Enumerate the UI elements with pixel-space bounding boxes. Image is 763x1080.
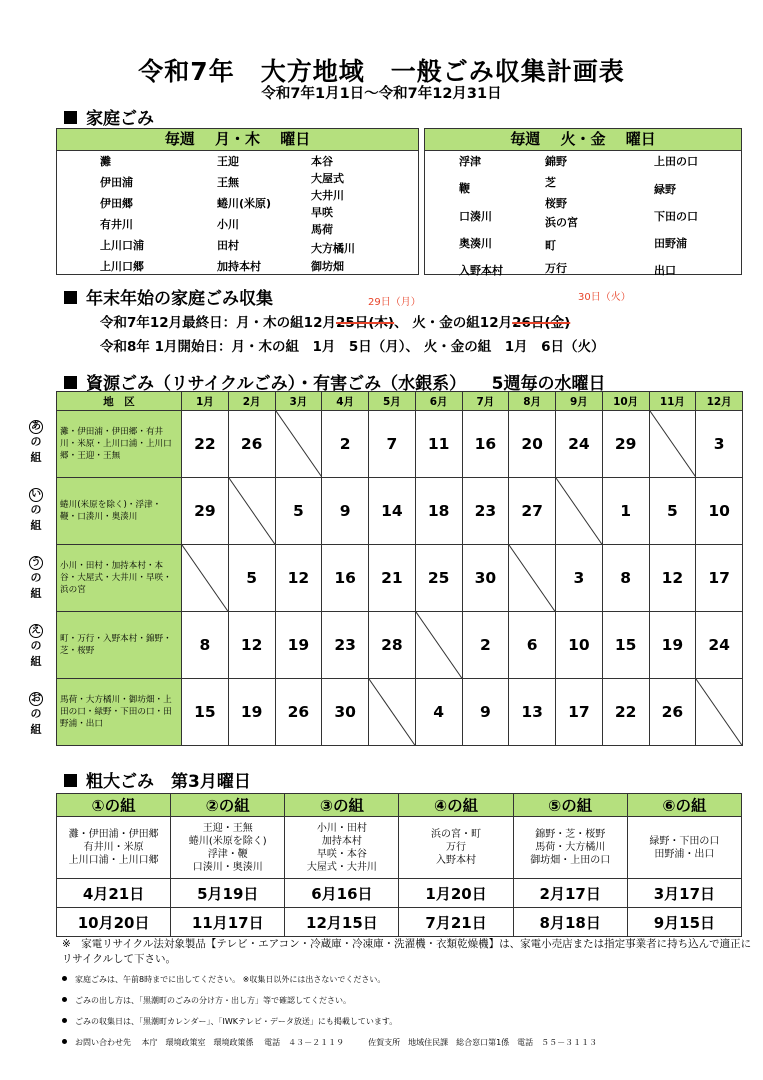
circled-letter-icon: お <box>31 693 41 704</box>
bulky-date: 1月20日 <box>399 879 513 908</box>
footer-text: ごみの出し方は、「黒潮町のごみの分け方・出し方」等で確認してください。 <box>75 996 351 1005</box>
area-line: 加持本村 <box>321 835 362 847</box>
collection-day: 3 <box>556 545 603 612</box>
bulky-date: 11月17日 <box>171 908 285 937</box>
area-name: 御坊畑 <box>311 260 344 273</box>
bulky-group-areas <box>285 817 399 879</box>
area-line: 上川口浦・上川口郷 <box>68 855 159 866</box>
bulky-group-areas <box>627 817 741 879</box>
collection-day: 6 <box>509 612 556 679</box>
bullet-icon <box>62 1018 67 1023</box>
area-name: 緑野 <box>654 183 676 196</box>
bulky-group-name: ②の組 <box>171 794 285 817</box>
resource-heading: 資源ごみ（リサイクルごみ）・有害ごみ（水銀系） 5週毎の水曜日 <box>64 369 605 394</box>
no-collection-cell <box>182 545 229 612</box>
area-name: 浜の宮 <box>545 216 578 229</box>
household-heading: 家庭ごみ <box>64 104 154 129</box>
collection-day: 15 <box>182 679 229 746</box>
area-name: 伊田浦 <box>100 176 133 189</box>
collection-day: 9 <box>322 478 369 545</box>
bulky-group-areas <box>57 817 171 879</box>
bulky-date: 7月21日 <box>399 908 513 937</box>
area-name: 芝 <box>545 176 556 189</box>
collection-day: 8 <box>602 545 649 612</box>
bullet-icon <box>62 976 67 981</box>
area-name: 下田の口 <box>654 210 698 223</box>
collection-day: 27 <box>509 478 556 545</box>
area-name: 王無 <box>217 176 239 189</box>
bulky-date: 12月15日 <box>285 908 399 937</box>
collection-day: 16 <box>322 545 369 612</box>
col-area: 地 区 <box>57 392 182 411</box>
bulky-date: 8月18日 <box>513 908 627 937</box>
bulky-date: 6月16日 <box>285 879 399 908</box>
no-collection-cell <box>275 411 322 478</box>
table-row <box>57 478 743 545</box>
area-name: 桜野 <box>545 197 567 210</box>
yearend-line-2: 令和8年 1月開始日：月・木の組 1月 5日（月）、 火・金の組 1月 6日（火） <box>100 339 605 355</box>
no-collection-cell <box>696 679 743 746</box>
circled-letter-icon: う <box>31 557 41 568</box>
bulky-group-name: ⑥の組 <box>627 794 741 817</box>
area-name: 万行 <box>545 262 567 275</box>
diagonal-slash-icon <box>556 478 602 544</box>
area-name: 入野本村 <box>459 264 503 277</box>
bulky-group-name: ③の組 <box>285 794 399 817</box>
area-name: 王迎 <box>217 155 239 168</box>
area-line: 田野浦・出口 <box>654 848 715 860</box>
collection-day: 5 <box>649 478 696 545</box>
area-name: 大方橘川 <box>311 242 355 255</box>
area-name: 伊田郷 <box>100 197 133 210</box>
area-name: 上川口郷 <box>100 260 144 273</box>
footer-line <box>62 974 385 985</box>
collection-day: 28 <box>369 612 416 679</box>
bulky-group-areas <box>513 817 627 879</box>
no-collection-cell <box>228 478 275 545</box>
area-name: 錦野 <box>545 155 567 168</box>
collection-day: 26 <box>275 679 322 746</box>
tuefri-header: 毎週 火・金 曜日 <box>425 129 741 151</box>
collection-day: 1 <box>602 478 649 545</box>
collection-day: 29 <box>182 478 229 545</box>
collection-day: 30 <box>322 679 369 746</box>
collection-day: 24 <box>696 612 743 679</box>
group-area: 町・万行・入野本村・錦野・芝・桜野 <box>57 612 182 679</box>
page-title: 令和7年 大方地域 一般ごみ収集計画表 <box>138 57 625 86</box>
area-line: 小川・田村 <box>316 822 367 834</box>
area-name: 口湊川 <box>459 210 492 223</box>
no-collection-cell <box>369 679 416 746</box>
collection-day: 13 <box>509 679 556 746</box>
month-header: 9月 <box>556 392 603 411</box>
area-name: 早咲 <box>311 206 333 219</box>
square-bullet-icon <box>64 291 77 304</box>
collection-day: 22 <box>602 679 649 746</box>
monthu-box <box>56 128 419 275</box>
month-header: 7月 <box>462 392 509 411</box>
area-line: 御坊畑・上田の口 <box>530 855 611 866</box>
area-line: 大屋式・大井川 <box>306 861 377 873</box>
area-name: 本谷 <box>311 155 333 168</box>
area-name: 加持本村 <box>217 260 261 273</box>
yearend-change-note-2: 30日（火） <box>578 292 631 303</box>
collection-day: 5 <box>275 478 322 545</box>
collection-day: 10 <box>696 478 743 545</box>
collection-day: 17 <box>696 545 743 612</box>
month-header: 5月 <box>369 392 416 411</box>
diagonal-slash-icon <box>229 478 275 544</box>
collection-day: 25 <box>415 545 462 612</box>
collection-day: 19 <box>275 612 322 679</box>
collection-day: 24 <box>556 411 603 478</box>
table-row <box>57 545 743 612</box>
area-name: 馬荷 <box>311 223 333 236</box>
group-label: う の 組 <box>30 557 42 600</box>
page-subtitle: 令和7年1月1日～令和7年12月31日 <box>261 86 502 102</box>
group-area: 馬荷・大方橘川・御坊畑・上田の口・緑野・下田の口・田野浦・出口 <box>57 679 182 746</box>
bulky-date: 10月20日 <box>57 908 171 937</box>
diagonal-slash-icon <box>276 411 322 477</box>
area-name: 浮津 <box>459 155 481 168</box>
area-name: 田野浦 <box>654 237 687 250</box>
collection-day: 12 <box>228 612 275 679</box>
area-name: 大屋式 <box>311 172 344 185</box>
area-name: 出口 <box>654 264 676 277</box>
group-label: あ の 組 <box>30 421 42 464</box>
area-name: 大井川 <box>311 189 344 202</box>
area-line: 錦野・芝・桜野 <box>535 829 606 840</box>
collection-day: 5 <box>228 545 275 612</box>
collection-day: 3 <box>696 411 743 478</box>
bulky-date: 5月19日 <box>171 879 285 908</box>
appliance-note: ※ 家電リサイクル法対象製品【テレビ・エアコン・冷蔵庫・冷凍庫・洗濯機・衣類乾燥機】は、家電小売店または指定事業者に持ち込んで適正にリサイクルして下さい。 <box>62 938 752 965</box>
area-line: 口湊川・奥湊川 <box>192 861 263 873</box>
bulky-table-header <box>57 794 742 817</box>
area-name: 蜷川(米原) <box>217 197 272 210</box>
area-name: 小川 <box>217 218 239 231</box>
collection-day: 23 <box>462 478 509 545</box>
collection-day: 21 <box>369 545 416 612</box>
bulky-group-name: ①の組 <box>57 794 171 817</box>
month-header: 8月 <box>509 392 556 411</box>
group-label: え の 組 <box>30 625 42 668</box>
group-area: 蜷川(米原を除く)・浮津・鞭・口湊川・奥湊川 <box>57 478 182 545</box>
area-name: 田村 <box>217 239 239 252</box>
area-line: 早咲・本谷 <box>316 848 367 860</box>
area-line: 入野本村 <box>436 855 477 866</box>
area-name: 町 <box>545 239 556 252</box>
yearend-change-note-1: 29日（月） <box>368 297 421 308</box>
square-bullet-icon <box>64 111 77 124</box>
group-label: お の 組 <box>30 693 42 736</box>
diagonal-slash-icon <box>416 612 462 678</box>
no-collection-cell <box>556 478 603 545</box>
area-name: 上田の口 <box>654 155 698 168</box>
bulky-date-row <box>57 908 742 937</box>
collection-day: 26 <box>228 411 275 478</box>
month-header: 12月 <box>696 392 743 411</box>
area-line: 万行 <box>446 842 467 853</box>
footer-line <box>62 1037 597 1048</box>
group-label: い の 組 <box>30 489 42 532</box>
bulky-group-areas <box>399 817 513 879</box>
bulky-group-areas <box>171 817 285 879</box>
diagonal-slash-icon <box>696 679 742 745</box>
month-header: 2月 <box>228 392 275 411</box>
diagonal-slash-icon <box>182 545 228 611</box>
area-line: 有井川・米原 <box>83 842 144 853</box>
collection-day: 22 <box>182 411 229 478</box>
month-header: 3月 <box>275 392 322 411</box>
collection-day: 10 <box>556 612 603 679</box>
no-collection-cell <box>649 411 696 478</box>
collection-day: 8 <box>182 612 229 679</box>
collection-day: 18 <box>415 478 462 545</box>
collection-day: 12 <box>275 545 322 612</box>
diagonal-slash-icon <box>650 411 696 477</box>
month-header: 1月 <box>182 392 229 411</box>
monthu-header: 毎週 月・木 曜日 <box>57 129 418 151</box>
resource-table-header <box>57 392 743 411</box>
area-name: 奥湊川 <box>459 237 492 250</box>
no-collection-cell <box>509 545 556 612</box>
collection-day: 11 <box>415 411 462 478</box>
collection-day: 30 <box>462 545 509 612</box>
collection-day: 19 <box>649 612 696 679</box>
area-line: 浜の宮・町 <box>431 829 482 840</box>
month-header: 4月 <box>322 392 369 411</box>
collection-day: 23 <box>322 612 369 679</box>
diagonal-slash-icon <box>509 545 555 611</box>
collection-day: 2 <box>322 411 369 478</box>
area-line: 蜷川(米原を除く) <box>188 835 267 847</box>
collection-day: 19 <box>228 679 275 746</box>
collection-day: 4 <box>415 679 462 746</box>
bullet-icon <box>62 1039 67 1044</box>
bulky-group-name: ④の組 <box>399 794 513 817</box>
area-line: 馬荷・大方橘川 <box>535 842 606 853</box>
area-name: 鞭 <box>459 182 470 195</box>
footer-text: お問い合わせ先 本庁 環境政策室 環境政策係 電話 ４３－２１１９ 佐賀支所 地域住民課 総合窓口第1係 電話 ５５－３１１３ <box>75 1038 598 1047</box>
month-header: 11月 <box>649 392 696 411</box>
area-name: 有井川 <box>100 218 133 231</box>
tuefri-box <box>424 128 742 275</box>
area-line: 灘・伊田浦・伊田郷 <box>68 829 159 840</box>
table-row <box>57 612 743 679</box>
collection-day: 16 <box>462 411 509 478</box>
area-name: 灘 <box>100 155 111 168</box>
yearend-line-1: 令和7年12月最終日：月・木の組12月25日(木)、 火・金の組12月26日(金) <box>100 315 571 331</box>
circled-letter-icon: あ <box>31 421 41 432</box>
no-collection-cell <box>415 612 462 679</box>
month-header: 10月 <box>602 392 649 411</box>
area-line: 浮津・鞭 <box>207 848 248 860</box>
footer-line <box>62 1016 397 1027</box>
bullet-icon <box>62 997 67 1002</box>
bulky-table <box>56 793 742 937</box>
bulky-date: 4月21日 <box>57 879 171 908</box>
bulky-heading: 粗大ごみ 第3月曜日 <box>64 767 251 792</box>
circled-letter-icon: え <box>31 625 41 636</box>
table-row <box>57 679 743 746</box>
collection-day: 15 <box>602 612 649 679</box>
collection-day: 29 <box>602 411 649 478</box>
collection-day: 17 <box>556 679 603 746</box>
bulky-date: 3月17日 <box>627 879 741 908</box>
footer-text: 家庭ごみは、午前8時までに出してください。 ※収集日以外には出さないでください。 <box>75 975 386 984</box>
bulky-date: 2月17日 <box>513 879 627 908</box>
collection-day: 7 <box>369 411 416 478</box>
month-header: 6月 <box>415 392 462 411</box>
resource-table <box>56 391 743 746</box>
bulky-area-row <box>57 817 742 879</box>
bulky-group-name: ⑤の組 <box>513 794 627 817</box>
footer-line <box>62 995 351 1006</box>
group-area: 小川・田村・加持本村・本谷・大屋式・大井川・早咲・浜の宮 <box>57 545 182 612</box>
area-name: 上川口浦 <box>100 239 144 252</box>
area-line: 王迎・王無 <box>202 822 253 834</box>
square-bullet-icon <box>64 376 77 389</box>
collection-day: 9 <box>462 679 509 746</box>
collection-day: 12 <box>649 545 696 612</box>
collection-day: 20 <box>509 411 556 478</box>
bulky-date-row <box>57 879 742 908</box>
square-bullet-icon <box>64 774 77 787</box>
circled-letter-icon: い <box>31 489 41 500</box>
group-area: 灘・伊田浦・伊田郷・有井川・米原・上川口浦・上川口郷・王迎・王無 <box>57 411 182 478</box>
footer-text: ごみの収集日は、「黒潮町カレンダー」、「IWKテレビ・データ放送」にも掲載しています。 <box>75 1017 398 1026</box>
bulky-date: 9月15日 <box>627 908 741 937</box>
area-line: 緑野・下田の口 <box>649 835 720 847</box>
collection-day: 14 <box>369 478 416 545</box>
collection-day: 2 <box>462 612 509 679</box>
table-row <box>57 411 743 478</box>
collection-day: 26 <box>649 679 696 746</box>
diagonal-slash-icon <box>369 679 415 745</box>
yearend-heading: 年末年始の家庭ごみ収集 <box>64 284 273 309</box>
